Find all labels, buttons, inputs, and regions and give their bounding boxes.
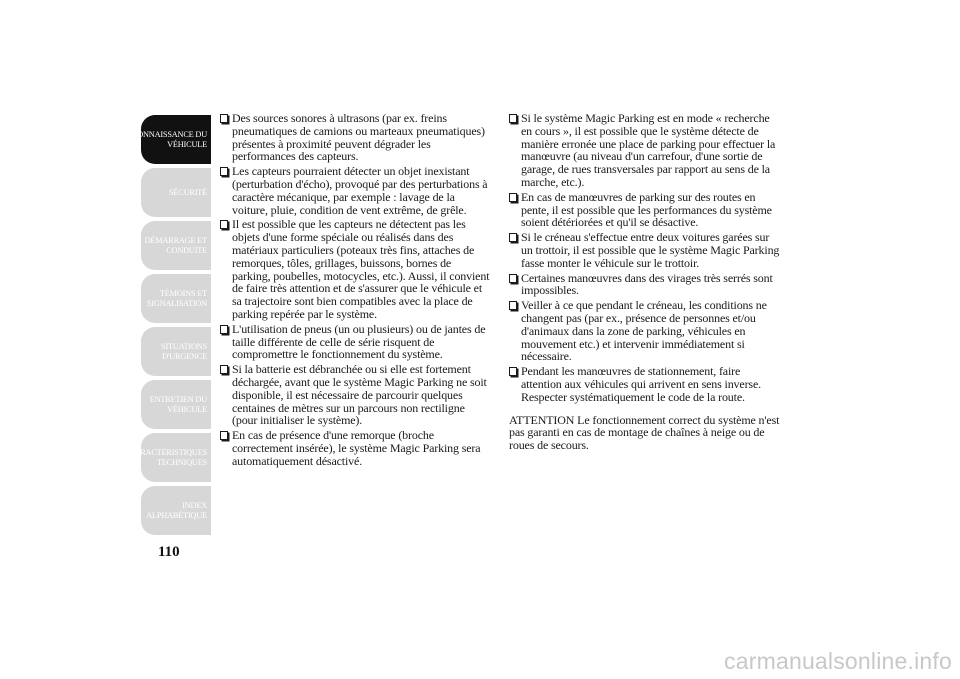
bullet-item: [509, 191, 781, 229]
sidebar-tab-label: SÉCURITÉ: [168, 187, 207, 197]
sidebar-tab-7[interactable]: [141, 486, 211, 535]
bullet-text: Certaines manœuvres dans des virages très serrés sont impossibles.: [521, 270, 773, 298]
checkbox-bullet-icon: [220, 220, 228, 229]
sidebar-tab-label: VÉHICULE: [167, 139, 207, 149]
checkbox-bullet-icon: [220, 431, 228, 440]
checkbox-bullet-icon: [509, 274, 517, 283]
checkbox-bullet-icon: [509, 114, 517, 123]
bullet-text: En cas de présence d'une remorque (broche correctement insérée), le système Magic Parking sera automatiquement désactivé.: [232, 428, 481, 468]
sidebar-tab-label: SITUATIONS: [161, 341, 207, 351]
sidebar-tab-label: VÉHICULE: [167, 404, 207, 414]
sidebar-tab-label: CONNAISSANCE DU: [131, 129, 207, 139]
sidebar-tab-label: TÉMOINS ET: [159, 288, 207, 298]
attention-paragraph: ATTENTION Le fonctionnement correct du système n'est pas garanti en cas de montage de chaînes à neige ou de roues de secours.: [509, 412, 780, 453]
sidebar-tab-label: DÉMARRAGE ET: [144, 235, 207, 245]
bullet-item: [509, 299, 781, 363]
checkbox-bullet-icon: [220, 325, 228, 334]
bullet-text: Si le système Magic Parking est en mode « recherche en cours », il est possible que le système détecte de manière erronée une place de parking pour effectuer la manœuvre (au niveau d'un carrefour, d'une sortie de garage, de rues transversales par rapport au sens de la marche, etc.).: [521, 111, 776, 189]
bullet-item: [509, 365, 781, 403]
sidebar-tab-4[interactable]: [141, 327, 211, 376]
bullet-item: [220, 323, 492, 361]
checkbox-bullet-icon: [509, 367, 517, 376]
checkbox-bullet-icon: [509, 301, 517, 310]
sidebar-tab-label: CARACTÉRISTIQUES: [129, 447, 207, 457]
bullet-item: [220, 218, 492, 320]
bullet-text: Pendant les manœuvres de stationnement, faire attention aux véhicules qui arrivent en sens inverse. Respecter systématiquement le code de la route.: [521, 364, 761, 404]
bullet-item: [509, 272, 781, 298]
bullet-text: Si le créneau s'effectue entre deux voitures garées sur un trottoir, il est possible que le système Magic Parking fasse monter le véhicule sur le trottoir.: [521, 230, 780, 270]
watermark: carmanualsonline.info: [724, 648, 952, 674]
sidebar-tab-3[interactable]: [141, 274, 211, 323]
checkbox-bullet-icon: [509, 193, 517, 202]
bullet-item: [509, 231, 781, 269]
sidebar-tab-label: TECHNIQUES: [156, 457, 207, 467]
page-number: 110: [158, 544, 180, 560]
sidebar-tab-label: INDEX: [182, 500, 207, 510]
sidebar-tab-label: ALPHABÉTIQUE: [146, 510, 207, 520]
bullet-item: [509, 112, 781, 189]
sidebar-tab-label: CONDUITE: [166, 245, 207, 255]
bullet-text: Les capteurs pourraient détecter un objet inexistant (perturbation d'écho), provoqué par des perturbations à caractère mécanique, par exemple : lavage de la voiture, pluie, condition de vent extrême, de grêle.: [232, 164, 488, 217]
bullet-text: Il est possible que les capteurs ne détectent pas les objets d'une forme spéciale ou réalisés dans des matériaux particuliers (poteaux très fins, attaches de remorques, tôles, grillages, buissons, bornes de parking, poubelles, motocycles, etc.). Aussi, il convient de faire très attention et de s'assurer que le véhicule et sa trajectoire sont bien compatibles avec la place de parking repérée par le système.: [232, 217, 490, 321]
sidebar-tab-5[interactable]: [141, 380, 211, 429]
sidebar-tab-6[interactable]: [129, 433, 211, 482]
checkbox-bullet-icon: [220, 167, 228, 176]
bullet-item: [220, 429, 492, 467]
checkbox-bullet-icon: [509, 233, 517, 242]
sidebar-tab-1[interactable]: [141, 168, 211, 217]
right-column: [509, 112, 781, 452]
sidebar-tab-2[interactable]: [141, 221, 211, 270]
left-column: [220, 112, 492, 470]
bullet-text: Des sources sonores à ultrasons (par ex. freins pneumatiques de camions ou marteaux pneumatiques) présentes à proximité peuvent dégrader les performances des capteurs.: [232, 111, 485, 164]
sidebar-tab-label: SIGNALISATION: [146, 298, 207, 308]
bullet-text: Veiller à ce que pendant le créneau, les conditions ne changent pas (par ex., présence de personnes et/ou d'animaux dans la zone de parking, véhicules en mouvement etc.) et intervenir immédiatement si nécessaire.: [521, 298, 767, 364]
bullet-text: En cas de manœuvres de parking sur des routes en pente, il est possible que les performances du système soient détériorées et qu'il se désactive.: [521, 189, 772, 230]
sidebar-tab-0[interactable]: [131, 115, 211, 164]
sidebar-tab-label: D'URGENCE: [162, 351, 207, 361]
bullet-text: Si la batterie est débranchée ou si elle est fortement déchargée, avant que le système Magic Parking ne soit disponible, il est nécessaire de parcourir quelques centaines de mètres sur un parcours non rectiligne (pour initialiser le système).: [232, 362, 487, 428]
bullet-item: [220, 165, 492, 216]
bullet-item: [220, 363, 492, 427]
sidebar-tab-label: ENTRETIEN DU: [149, 394, 207, 404]
bullet-item: [220, 112, 492, 163]
checkbox-bullet-icon: [220, 365, 228, 374]
checkbox-bullet-icon: [220, 114, 228, 123]
bullet-text: L'utilisation de pneus (un ou plusieurs) ou de jantes de taille différente de celle de série risquent de compromettre le fonctionnement du système.: [232, 321, 486, 362]
